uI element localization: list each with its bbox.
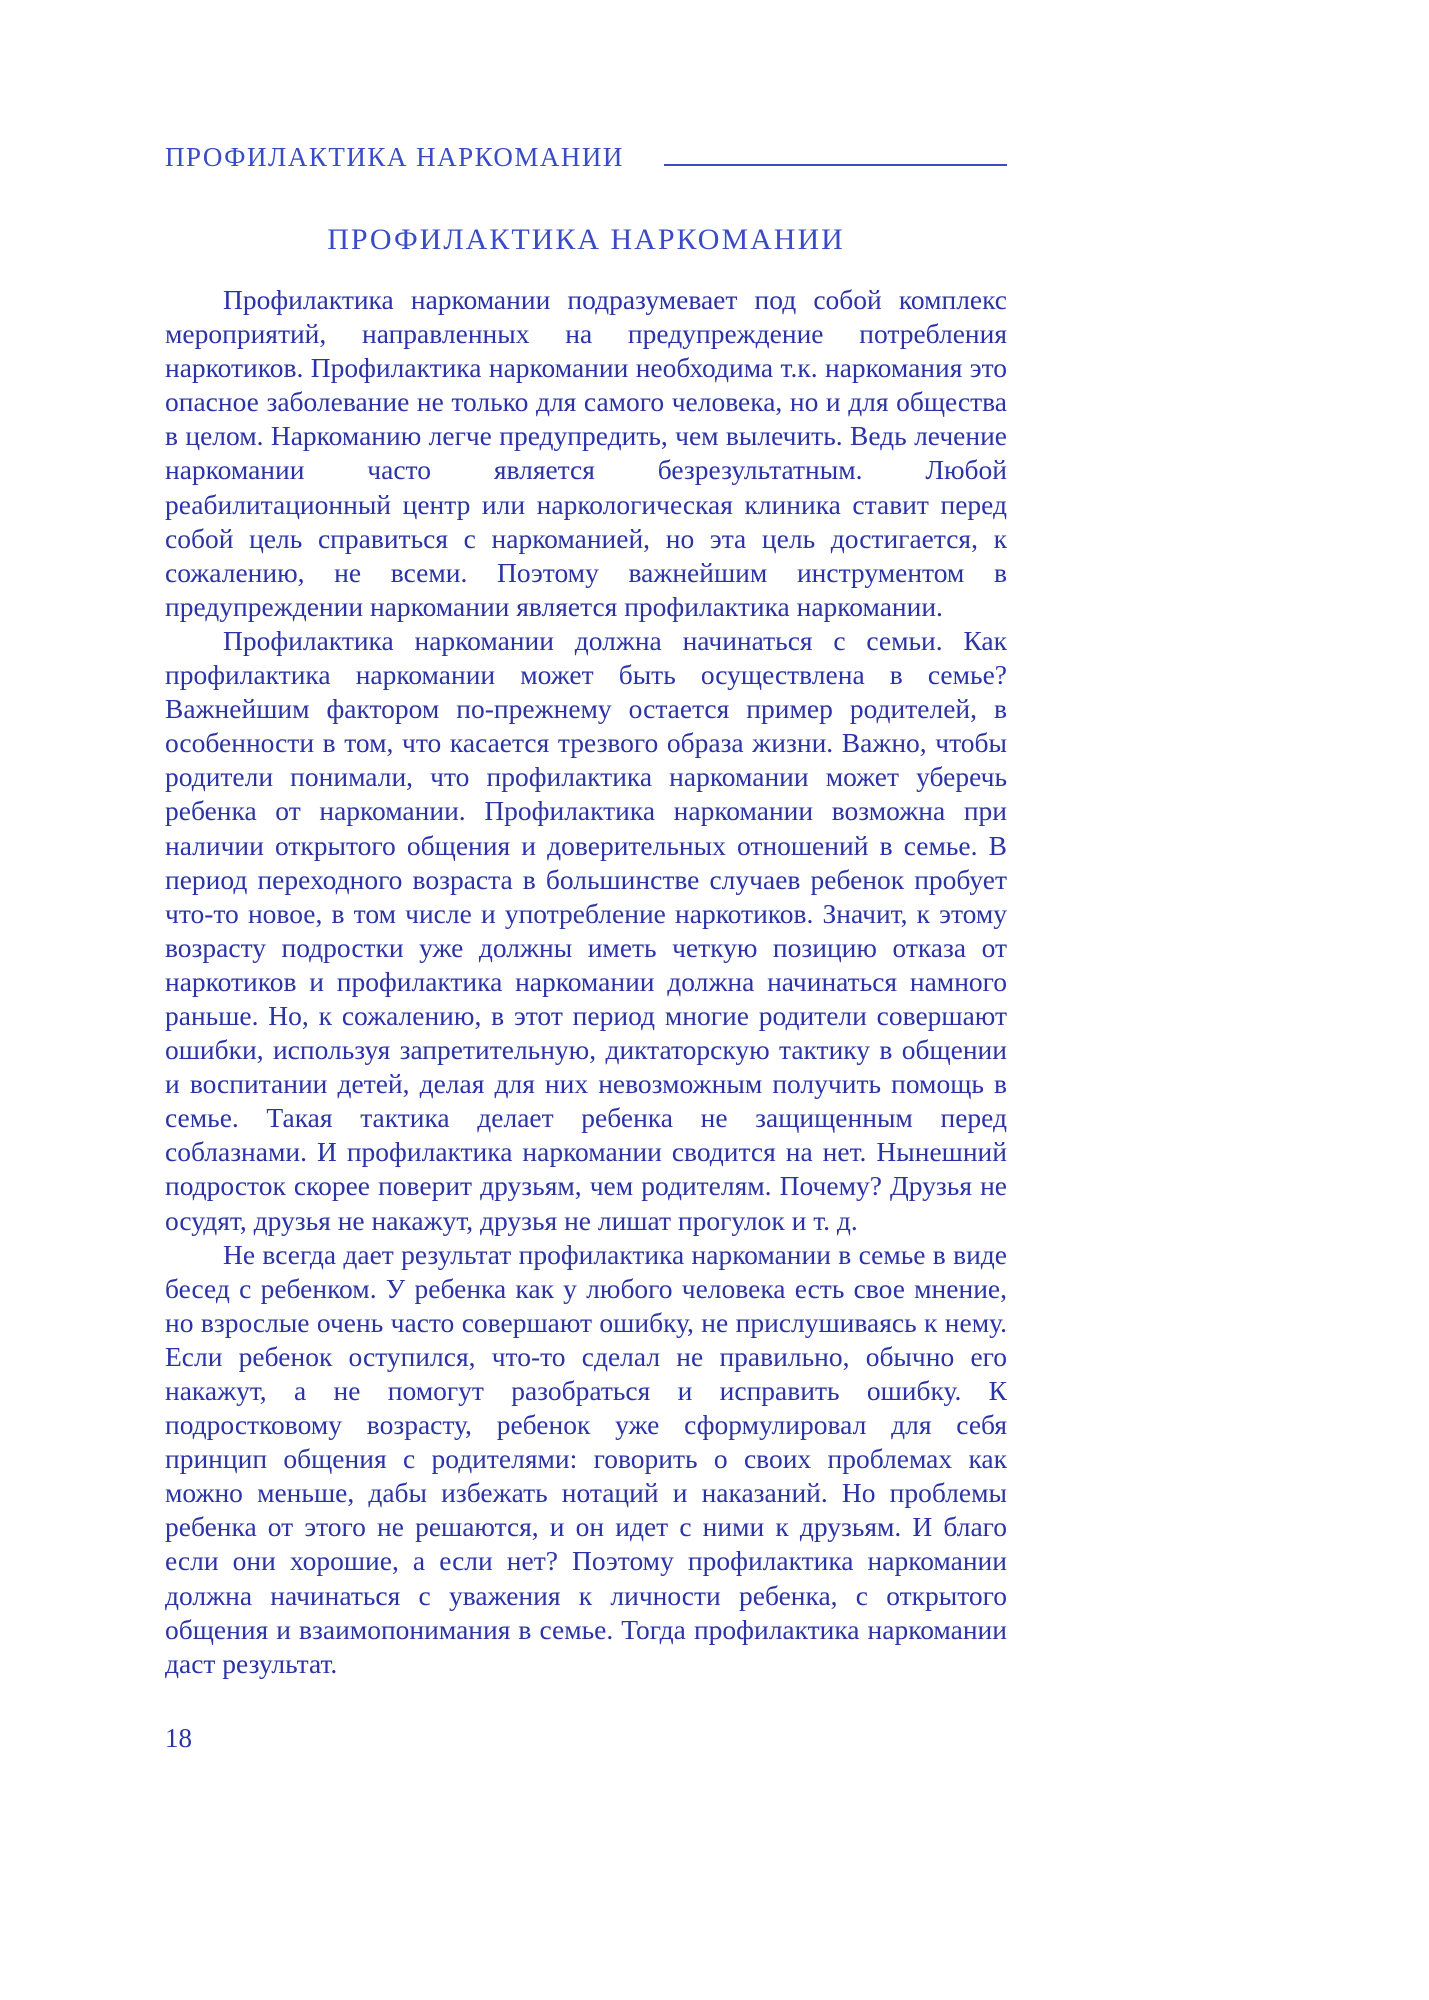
running-head-rule xyxy=(664,164,1007,166)
running-head-title: ПРОФИЛАКТИКА НАРКОМАНИИ xyxy=(165,142,624,172)
paragraph-1: Профилактика наркомании подразумевает под собой комплекс мероприятий, направленных на предупреждение потребления наркотиков. Профилактика наркомании необходима т.к. наркомания это опасное заболевание не только для самого человека, но и для общества в целом. Наркоманию легче предупредить, чем вылечить. Ведь лечение наркомании часто является безрезультатным. Любой реабилитационный центр или наркологическая клиника ставит перед собой цель справиться с наркоманией, но эта цель достигается, к сожалению, не всеми. Поэтому важнейшим инструментом в предупреждении наркомании является профилактика наркомании. xyxy=(165,284,1007,622)
running-head xyxy=(165,142,1007,173)
paragraph-3: Не всегда дает результат профилактика наркомании в семье в виде бесед с ребенком. У ребенка как у любого человека есть свое мнение, но взрослые очень часто совершают ошибку, не прислушиваясь к нему. Если ребенок оступился, что-то сделал не правильно, обычно его накажут, а не помогут разобраться и исправить ошибку. К подростковому возрасту, ребенок уже сформулировал для себя принцип общения с родителями: говорить о своих проблемах как можно меньше, дабы избежать нотаций и наказаний. Но проблемы ребенка от этого не решаются, и он идет с ними к друзьям. И благо если они хорошие, а если нет? Поэтому профилактика наркомании должна начинаться с уважения к личности ребенка, с открытого общения и взаимопонимания в семье. Тогда профилактика наркомании даст результат. xyxy=(165,1238,1007,1679)
page-number: 18 xyxy=(165,1722,192,1753)
page-title: ПРОФИЛАКТИКА НАРКОМАНИИ xyxy=(327,223,845,256)
body-text xyxy=(165,283,1007,1681)
paragraph-2: Профилактика наркомании должна начинаться с семьи. Как профилактика наркомании может быть осуществлена в семье? Важнейшим фактором по-прежнему остается пример родителей, в особенности в том, что касается трезвого образа жизни. Важно, чтобы родители понимали, что профилактика наркомании может уберечь ребенка от наркомании. Профилактика наркомании возможна при наличии открытого общения и доверительных отношений в семье. В период переходного возраста в большинстве случаев ребенок пробует что-то новое, в том числе и употребление наркотиков. Значит, к этому возрасту подростки уже должны иметь четкую позицию отказа от наркотиков и профилактика наркомании должна начинаться намного раньше. Но, к сожалению, в этот период многие родители совершают ошибки, используя запретительную, диктаторскую тактику в общении и воспитании детей, делая для них невозможным получить помощь в семье. Такая тактика делает ребенка не защищенным перед соблазнами. И профилактика наркомании сводится на нет. Нынешний подросток скорее поверит друзьям, чем родителям. Почему? Друзья не осудят, друзья не накажут, друзья не лишат прогулок и т. д. xyxy=(165,624,1007,1236)
page-content xyxy=(165,142,1007,1754)
